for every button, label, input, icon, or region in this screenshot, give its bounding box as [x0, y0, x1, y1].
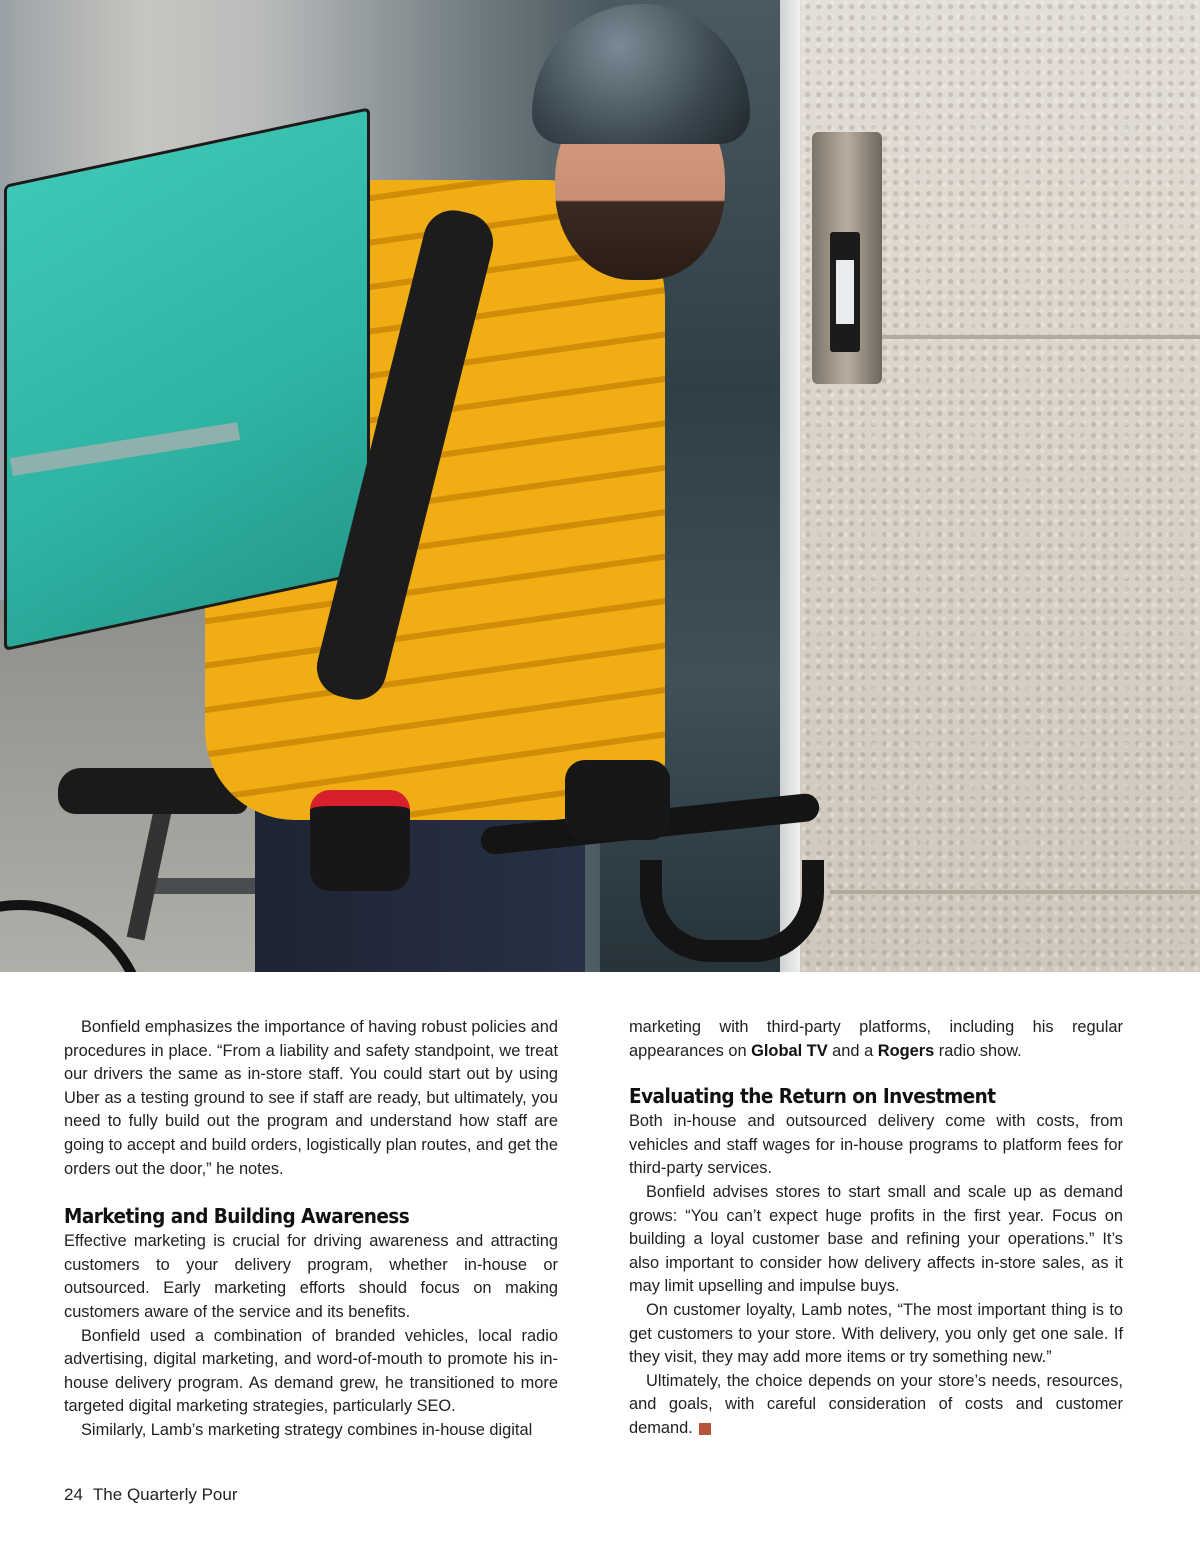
paragraph-text: radio show.	[934, 1041, 1022, 1060]
page-number: 24	[64, 1485, 83, 1504]
delivery-bag	[4, 107, 370, 651]
brand-global-tv: Global TV	[751, 1041, 828, 1060]
paragraph-text: Ultimately, the choice depends on your store’s needs, resources, and goals, with careful consideration of costs and customer demand.	[629, 1371, 1123, 1437]
article-column-left	[64, 1016, 558, 1443]
paragraph: Bonfield emphasizes the importance of having robust policies and procedures in place. “From a liability and safety standpoint, we treat our drivers the same as in-store staff. You could start out by using Uber as a testing ground to see if staff are ready, but ultimately, you need to fully build out the program and understand how staff are going to accept and build orders, logistically plan routes, and get the orders out the door,” he notes.	[64, 1018, 558, 1178]
brand-rogers: Rogers	[877, 1041, 935, 1060]
publication-name: The Quarterly Pour	[92, 1485, 238, 1504]
section-heading-marketing: Marketing and Building Awareness	[64, 1204, 410, 1229]
paragraph	[629, 1370, 1123, 1441]
wall-joint	[830, 335, 1200, 339]
handlebar-drop	[640, 860, 824, 962]
paragraph: Both in-house and outsourced delivery come with costs, from vehicles and staff wages for in-house programs to platform fees for third-party services.	[629, 1112, 1123, 1178]
paragraph-text: and a	[827, 1041, 878, 1060]
paragraph-text: marketing with third-party platforms, including his regular appearances on	[629, 1018, 1123, 1060]
article-column-right	[629, 1016, 1123, 1441]
left-glove	[310, 790, 410, 891]
section-heading-roi: Evaluating the Return on Investment	[629, 1084, 996, 1109]
paragraph	[629, 1016, 1123, 1063]
page-footer	[64, 1485, 237, 1505]
paragraph: Bonfield advises stores to start small and scale up as demand grows: “You can’t expect huge profits in the first year. Focus on building a loyal customer base and refining your operations.” It’s also important to consider how delivery affects in-store sales, as it may limit upselling and impulse buys.	[629, 1182, 1123, 1296]
wall-joint	[830, 890, 1200, 894]
paragraph: Bonfield used a combination of branded vehicles, local radio advertising, digital marketing, and word-of-mouth to promote his in-house delivery program. As demand grew, he transitioned to more targeted digital marketing strategies, particularly SEO.	[64, 1326, 558, 1416]
intercom-panel	[812, 132, 882, 384]
end-of-article-icon: P	[699, 1423, 711, 1435]
right-glove	[565, 760, 670, 840]
paragraph: Similarly, Lamb’s marketing strategy combines in-house digital	[81, 1420, 533, 1439]
paragraph: On customer loyalty, Lamb notes, “The most important thing is to get customers to your store. With delivery, you only get one sale. If they visit, they may add more items or try something new.”	[629, 1300, 1123, 1367]
paragraph: Effective marketing is crucial for driving awareness and attracting customers to your delivery program, whether in-house or outsourced. Early marketing efforts should focus on making customers aware of the service and its benefits.	[64, 1232, 558, 1321]
